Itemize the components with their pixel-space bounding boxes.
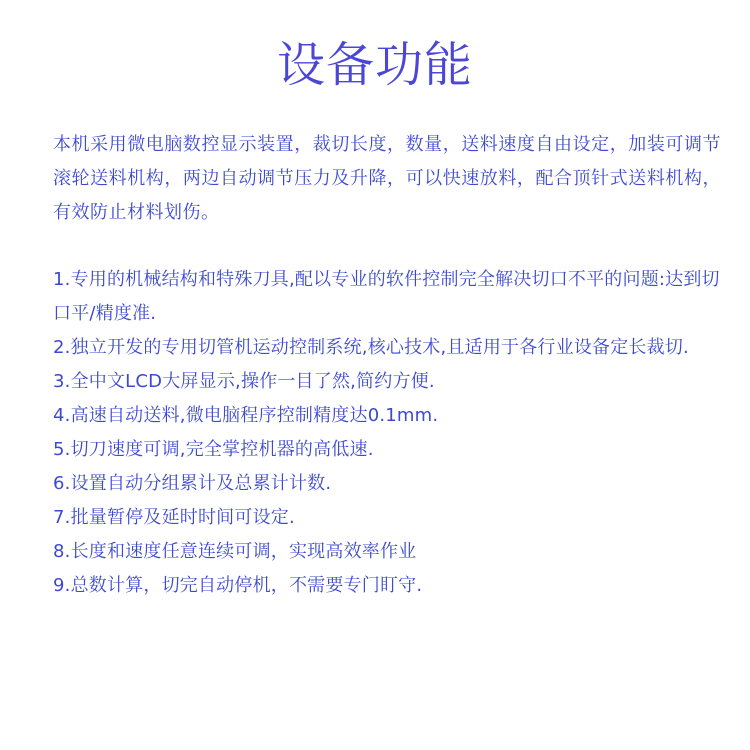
- feature-item-5: 5.切刀速度可调,完全掌控机器的高低速.: [53, 439, 374, 460]
- feature-item-8: 8.长度和速度任意连续可调，实现高效率作业: [53, 541, 417, 562]
- feature-list: [53, 263, 725, 603]
- feature-item-9: 9.总数计算，切完自动停机，不需要专门盯守.: [53, 575, 423, 596]
- page-title: 设备功能: [276, 37, 473, 93]
- feature-item-3: 3.全中文LCD大屏显示,操作一目了然,简约方便.: [53, 371, 435, 392]
- feature-item-2: 2.独立开发的专用切管机运动控制系统,核心技术,且适用于各行业设备定长裁切.: [53, 337, 689, 358]
- feature-item-7: 7.批量暂停及延时时间可设定.: [53, 507, 295, 528]
- feature-item-1: 1.专用的机械结构和特殊刀具,配以专业的软件控制完全解决切口不平的问题:达到切口平/精度准.: [53, 269, 720, 324]
- feature-item-6: 6.设置自动分组累计及总累计计数.: [53, 473, 332, 494]
- intro-paragraph: 本机采用微电脑数控显示装置，裁切长度，数量，送料速度自由设定，加装可调节滚轮送料机构，两边自动调节压力及升降，可以快速放料，配合顶针式送料机构，有效防止材料划伤。: [53, 134, 721, 223]
- feature-item-4: 4.高速自动送料,微电脑程序控制精度达0.1mm.: [53, 405, 439, 426]
